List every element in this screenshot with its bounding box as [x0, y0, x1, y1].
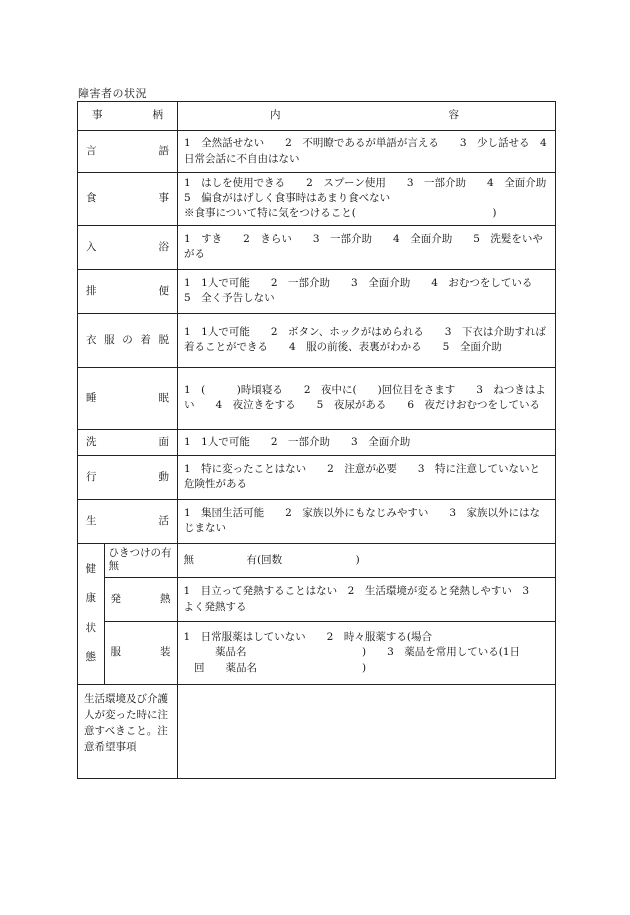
content-seizure: 無 有(回数 ) — [177, 544, 555, 578]
label-washing: 洗 面 — [78, 429, 178, 455]
content-dressing: 1 1人で可能 2 ボタン、ホックがはめられる 3 下衣は介助すれば着ることができる 4 服の前後、表裏がわかる 5 全面介助 — [178, 313, 556, 367]
row-speech — [78, 131, 556, 173]
health-section — [78, 543, 556, 684]
row-dressing — [78, 313, 556, 367]
label-bath: 入 浴 — [78, 225, 178, 269]
label-life: 生 活 — [78, 499, 178, 543]
row-meal — [78, 173, 556, 226]
label-meal: 食 事 — [78, 173, 178, 226]
row-health — [78, 543, 556, 684]
header-row — [78, 102, 556, 131]
notes-field[interactable] — [178, 684, 556, 778]
health-side-label: 健 康 状 態 — [78, 544, 104, 684]
row-toilet — [78, 269, 556, 313]
header-content: 内 容 — [178, 102, 556, 131]
header-item: 事 柄 — [78, 102, 178, 131]
content-meal: 1 はしを使用できる 2 スプーン使用 3 一部介助 4 全面介助 5 偏食がはげしく食事時はあまり食べない ※食事について特に気をつけること( ) — [178, 173, 556, 226]
label-seizure: ひきつけの有無 — [104, 544, 177, 578]
document-title: 障害者の状況 — [78, 87, 147, 100]
label-dressing: 衣 服 の 着 脱 — [78, 313, 178, 367]
label-fever: 発 熱 — [104, 578, 177, 622]
content-washing: 1 1人で可能 2 一部介助 3 全面介助 — [178, 429, 556, 455]
content-sleep: 1 ( )時頃寝る 2 夜中に( )回位目をさます 3 ねつきはよい 4 夜泣きをする 5 夜尿がある 6 夜だけおむつをしている — [178, 367, 556, 429]
row-sleep — [78, 367, 556, 429]
label-medication: 服 装 — [104, 622, 177, 684]
content-fever: 1 目立って発熱することはない 2 生活環境が変ると発熱しやすい 3 よく発熱する — [177, 578, 555, 622]
content-toilet: 1 1人で可能 2 一部介助 3 全面介助 4 おむつをしている 5 全く予告しない — [178, 269, 556, 313]
row-bath — [78, 225, 556, 269]
content-behavior: 1 特に変ったことはない 2 注意が必要 3 特に注意していないと危険性がある — [178, 455, 556, 499]
label-notes: 生活環境及び介護人が変った時に注意すべきこと。注意希望事項 — [78, 684, 178, 778]
row-notes — [78, 684, 556, 778]
content-medication: 1 日常服薬はしていない 2 時々服薬する(場合 薬品名 ) 3 薬品を常用している(1日 回 薬品名 ) — [183, 631, 521, 674]
content-bath: 1 すき 2 きらい 3 一部介助 4 全面介助 5 洗髪をいやがる — [178, 225, 556, 269]
health-subtable — [78, 544, 555, 684]
row-behavior — [78, 455, 556, 499]
row-life — [78, 499, 556, 543]
label-toilet: 排 便 — [78, 269, 178, 313]
content-speech: 1 全然話せない 2 不明瞭であるが単語が言える 3 少し話せる 4 日常会話に不自由はない — [178, 131, 556, 173]
label-sleep: 睡 眠 — [78, 367, 178, 429]
status-table — [77, 101, 568, 779]
content-life: 1 集団生活可能 2 家族以外にもなじみやすい 3 家族以外にはなじまない — [178, 499, 556, 543]
row-washing — [78, 429, 556, 455]
label-behavior: 行 動 — [78, 455, 178, 499]
label-speech: 言 語 — [78, 131, 178, 173]
